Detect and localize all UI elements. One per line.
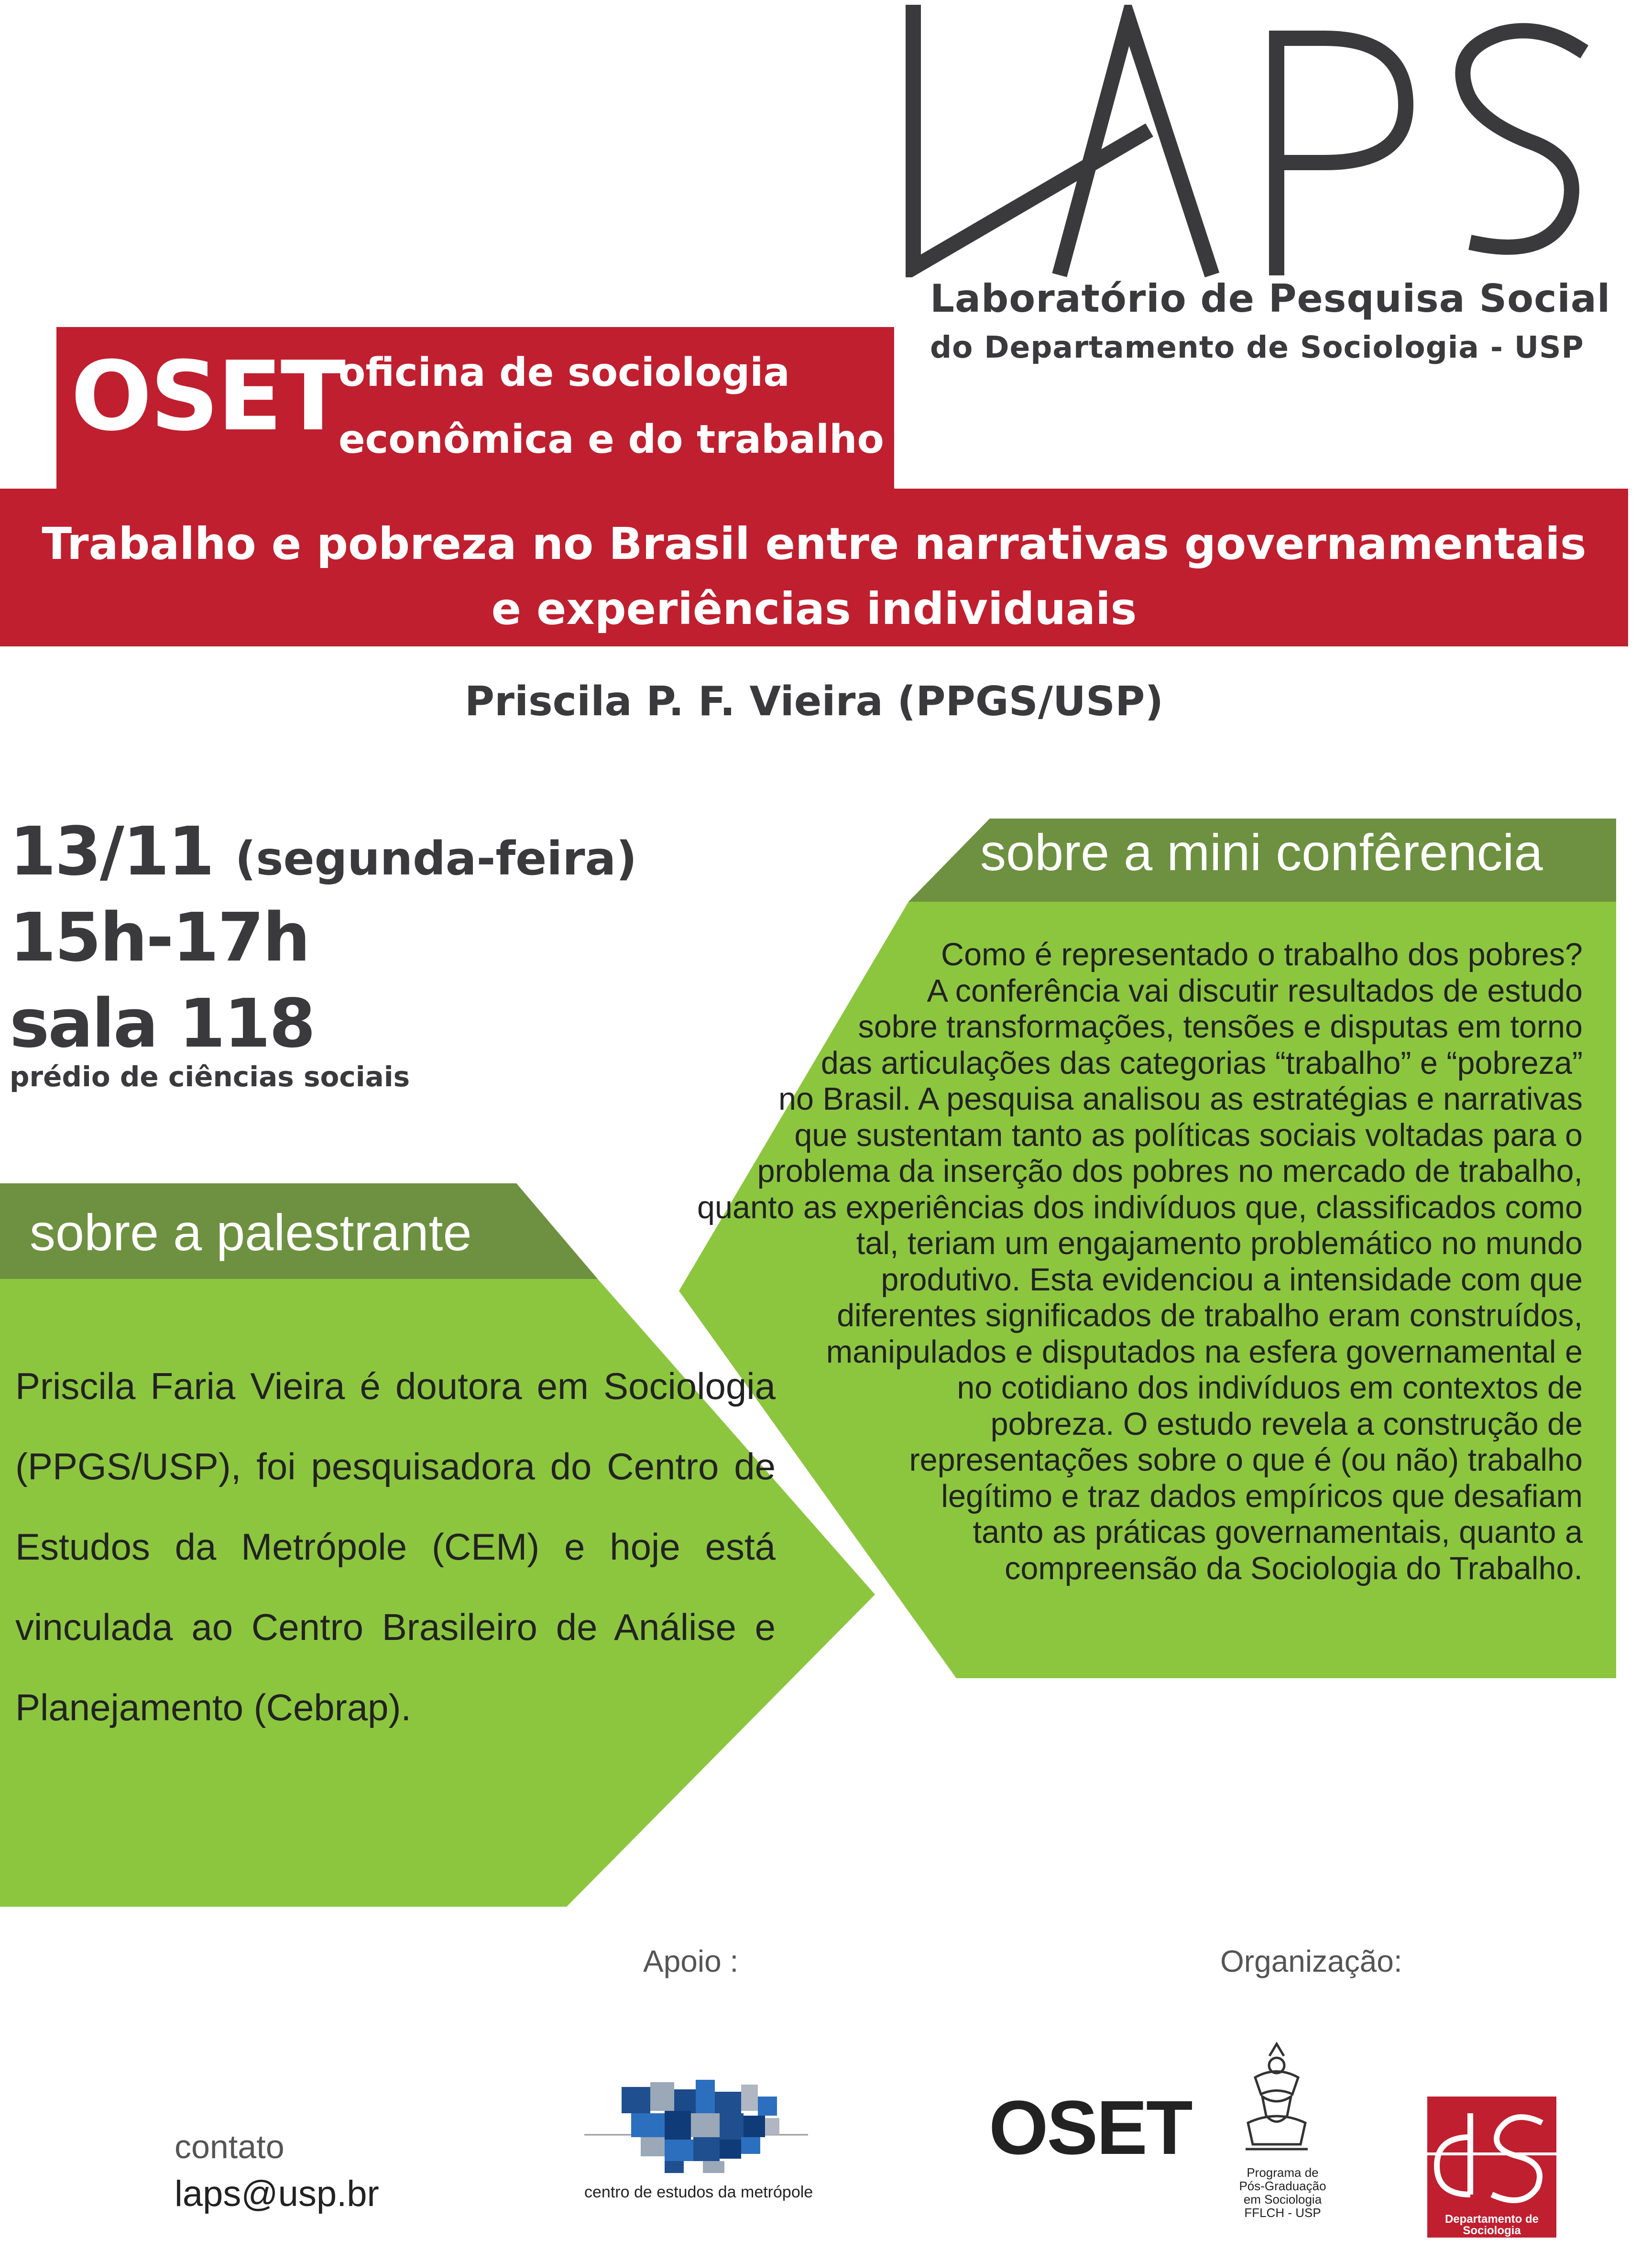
conference-line: produtivo. Esta evidenciou a intensidade com que (881, 1262, 1583, 1298)
conference-line: quanto as experiências dos indivíduos que, classificados como (697, 1190, 1583, 1225)
lab-name-line2: do Departamento de Sociologia - USP (930, 330, 1584, 365)
oset-name-line1: oficina de sociologia (339, 350, 790, 395)
ds-label-line: Departamento de (1444, 2213, 1539, 2226)
event-weekday: (segunda-feira) (235, 832, 637, 885)
ppgs-label-line: Programa de (1247, 2165, 1319, 2180)
ppgs-label-line: FFLCH - USP (1244, 2206, 1321, 2220)
event-room: sala 118 (10, 985, 315, 1063)
contact-label: contato (175, 2128, 284, 2165)
ppgs-label-line: Pós-Graduação (1239, 2179, 1326, 2193)
conference-line: compreensão da Sociologia do Trabalho. (1005, 1551, 1583, 1586)
cem-logo-label: centro de estudos da metrópole (584, 2183, 813, 2201)
oset-name-line2: econômica e do trabalho (339, 417, 884, 462)
conference-line: que sustentam tanto as políticas sociais voltadas para o (794, 1117, 1583, 1153)
conference-line: legítimo e traz dados empíricos que desafiam (941, 1478, 1583, 1514)
conference-line: tanto as práticas governamentais, quanto a (973, 1515, 1583, 1550)
conference-description (684, 937, 1583, 1587)
conference-line: sobre transformações, tensões e disputas em torno (858, 1009, 1583, 1045)
organization-label: Organização: (1220, 1944, 1402, 1978)
conference-line: diferentes significados de trabalho eram construídos, (837, 1298, 1583, 1333)
speaker-heading: sobre a palestrante (30, 1203, 472, 1261)
speaker-bio: Priscila Faria Vieira é doutora em Sociologia (PPGS/USP), foi pesquisadora do Centro de Estudos da Metrópole (CEM) e hoje está vinculada ao Centro Brasileiro de Análise e Planejamento (Cebrap). (15, 1365, 776, 1728)
conference-line: no cotidiano dos indivíduos em contextos de (957, 1370, 1583, 1406)
conference-line: problema da inserção dos pobres no mercado de trabalho, (757, 1154, 1583, 1189)
event-title (0, 512, 1628, 642)
ppgs-emblem (1246, 2044, 1308, 2149)
ppgs-logo-label (1234, 2166, 1332, 2219)
support-label: Apoio : (643, 1944, 739, 1978)
event-building: prédio de ciências sociais (10, 1060, 410, 1093)
ds-logo-label (1427, 2214, 1556, 2237)
conference-line: representações sobre o que é (ou não) trabalho (909, 1442, 1583, 1478)
conference-line: manipulados e disputados na esfera governamental e (826, 1334, 1583, 1370)
event-date (10, 813, 637, 891)
oset-acronym: OSET (71, 341, 344, 452)
cem-logo-graphic (584, 2080, 808, 2173)
event-date-value: 13/11 (10, 813, 213, 891)
conference-line: no Brasil. A pesquisa analisou as estratégias e narrativas (778, 1081, 1583, 1117)
oset-description (339, 339, 884, 473)
ppgs-label-line: em Sociologia (1243, 2192, 1322, 2206)
conference-line: A conferência vai discutir resultados de estudo (927, 973, 1583, 1009)
laps-logo (904, 5, 1592, 277)
speaker-name: Priscila P. F. Vieira (PPGS/USP) (464, 678, 1164, 725)
conference-line: pobreza. O estudo revela a construção de (990, 1406, 1583, 1442)
conference-heading: sobre a mini confêrencia (980, 823, 1543, 881)
ds-label-line: Sociologia (1463, 2224, 1521, 2237)
event-title-line1: Trabalho e pobreza no Brasil entre narrativas governamentais (42, 518, 1586, 569)
conference-line: tal, teriam um engajamento problemático no mundo (856, 1226, 1583, 1261)
lab-name-line1: Laboratório de Pesquisa Social (930, 276, 1611, 321)
event-title-line2: e experiências individuais (491, 583, 1137, 634)
oset-footer-logo: OSET (989, 2085, 1192, 2170)
conference-line: Como é representado o trabalho dos pobres? (941, 937, 1583, 972)
contact-email[interactable]: laps@usp.br (175, 2174, 379, 2214)
conference-line: das articulações das categorias “trabalho” e “pobreza” (821, 1045, 1583, 1081)
event-time: 15h-17h (10, 899, 309, 977)
